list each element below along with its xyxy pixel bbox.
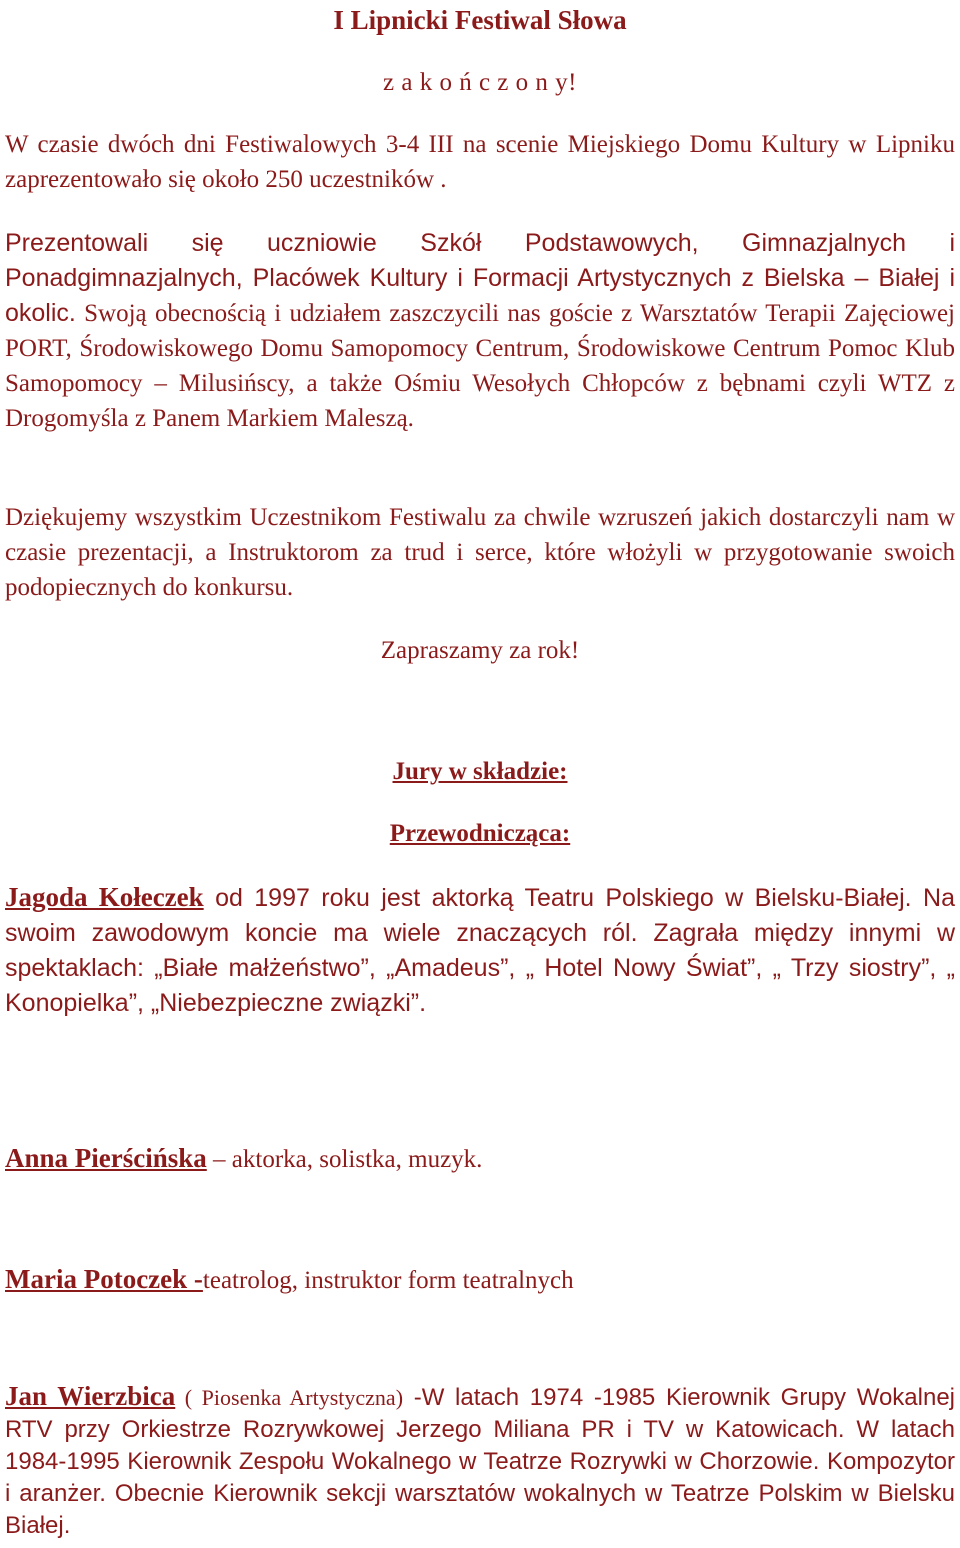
jury-member-4	[5, 1380, 955, 1542]
jury-heading-text: Jury w składzie:	[392, 758, 568, 785]
jury-member-1-bio: od 1997 roku jest aktorką Teatru Polskiego w Bielsku-Białej. Na swoim zawodowym koncie ma wiele znaczących ról. Zagrała między innymi w spektaklach: „Białe małżeństwo”, „Amadeus”, „ Hotel Nowy Świat”, „ Trzy siostry”, „ Konopielka”, „Niebezpieczne związki”.	[5, 884, 955, 1017]
jury-member-4-note: ( Piosenka Artystyczna)	[175, 1385, 404, 1410]
participants-text: Prezentowali się uczniowie Szkół Podstawowych, Gimnazjalnych i Ponadgimnazjalnych, Placówek Kultury i Formacji Artystycznych z Bielska – Białej i okolic.	[5, 229, 955, 327]
jury-member-4-name: Jan Wierzbica	[5, 1381, 176, 1411]
jury-heading	[5, 754, 955, 789]
jury-member-4-bio: -W latach 1974 -1985 Kierownik Grupy Wokalnej RTV przy Orkiestrze Rozrywkowej Jerzego Miliana PR i TV w Katowicach. W latach 1984-1995 Kierownik Zespołu Wokalnego w Teatrze Rozrywki w Chorzowie. Kompozytor i aranżer. Obecnie Kierownik sekcji warsztatów wokalnych w Teatrze Polskim w Bielsku Białej.	[5, 1384, 956, 1539]
festival-summary-paragraph: W czasie dwóch dni Festiwalowych 3-4 III na scenie Miejskiego Domu Kultury w Lipniku zaprezentowało się około 250 uczestników .	[5, 131, 955, 193]
document-subtitle: z a k o ń c z o n y!	[383, 69, 577, 96]
jury-member-1	[5, 880, 955, 1021]
jury-member-1-name: Jagoda Kołeczek	[5, 882, 204, 912]
jury-member-3-name: Maria Potoczek -	[5, 1264, 203, 1294]
document-title: I Lipnicki Festiwal Słowa	[333, 5, 627, 35]
guests-text: Swoją obecnością i udziałem zaszczycili nas goście z Warsztatów Terapii Zajęciowej PORT, Środowiskowego Domu Samopomocy Centrum, Środowiskowe Centrum Pomoc Klub Samopomocy – Milusińscy, a także Ośmiu Wesołych Chłopców z bębnami czyli WTZ z Drogomyśla z Panem Markiem Maleszą.	[5, 300, 955, 432]
chair-heading	[5, 816, 955, 851]
jury-member-2-name: Anna Pierścińska	[5, 1143, 207, 1173]
jury-member-3-bio: teatrolog, instruktor form teatralnych	[202, 1267, 574, 1294]
participants-paragraph	[5, 226, 955, 436]
thanks-paragraph: Dziękujemy wszystkim Uczestnikom Festiwalu za chwile wzruszeń jakich dostarczyli nam w czasie prezentacji, a Instruktorom za trud i serce, które włożyli w przygotowanie swoich podopiecznych do konkursu.	[5, 504, 955, 601]
chair-heading-text: Przewodnicząca:	[389, 820, 571, 847]
invite-text: Zapraszamy za rok!	[380, 637, 580, 664]
jury-member-2	[5, 1141, 955, 1177]
jury-member-2-bio: – aktorka, solistka, muzyk.	[206, 1146, 483, 1173]
jury-member-3	[5, 1262, 955, 1298]
